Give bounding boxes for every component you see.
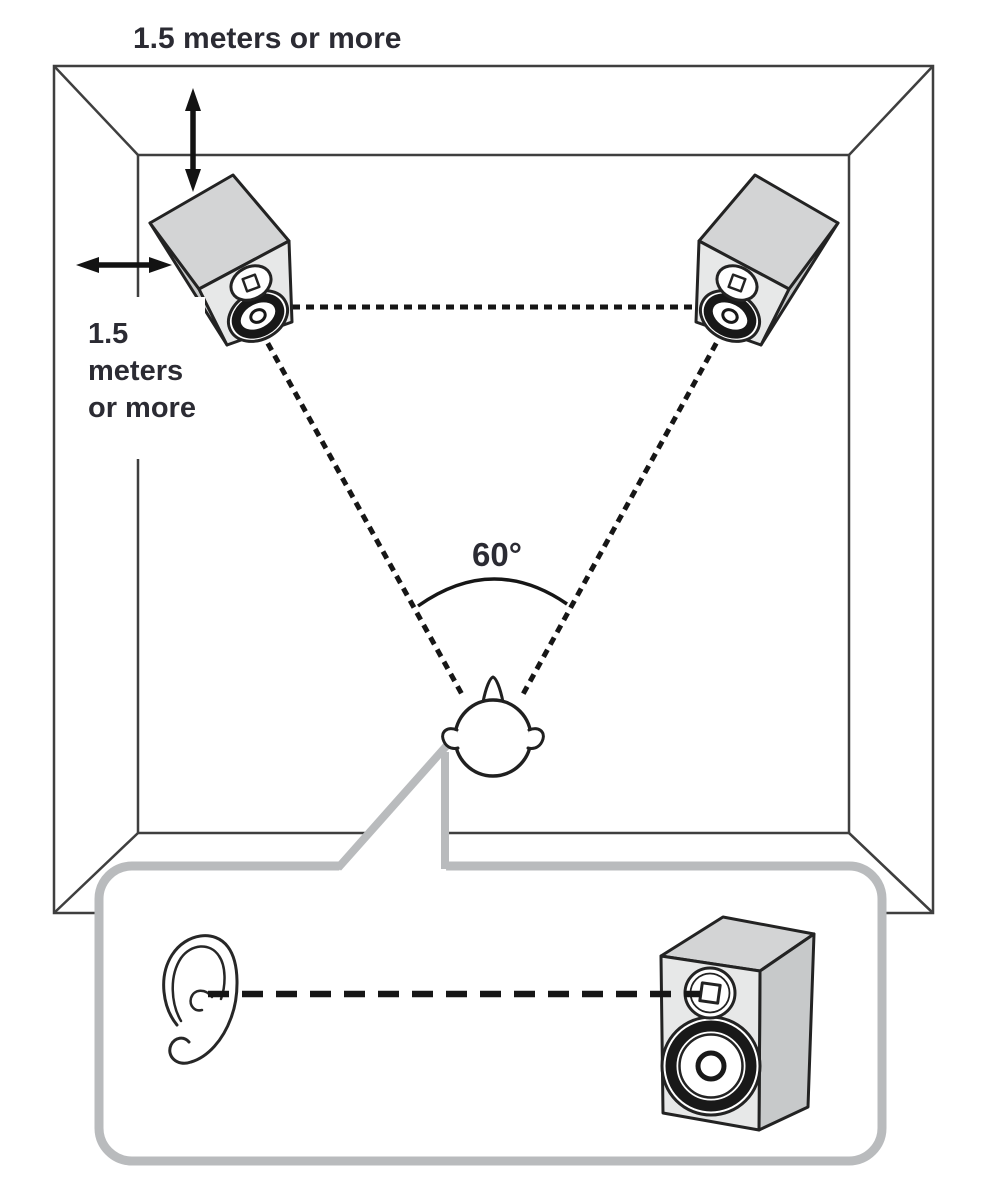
arrow-up-head [185,88,201,111]
left-listening-axis [261,331,464,698]
listener-head [443,677,544,776]
left-distance-line-2: meters [88,355,184,387]
head-circle [455,700,531,776]
arrow-down-head [185,169,201,192]
room-outline [54,66,933,913]
room-corner-top-right [849,66,933,155]
arrow-left-head [76,257,99,273]
left-distance-line-1: 1.5 [88,318,129,350]
horizontal-distance-arrow [76,257,172,273]
left-ear [443,729,458,749]
angle-label: 60° [472,536,522,573]
right-listening-axis [522,331,723,696]
room-outer-wall [54,66,933,913]
angle-arc [418,579,567,606]
callout-pointer [337,742,449,873]
arrow-right-head [149,257,172,273]
listening-triangle [261,307,723,698]
right-speaker-icon [692,175,838,351]
left-distance-line-3: or more [88,392,196,424]
right-ear [528,729,543,749]
callout-speaker-icon [661,917,814,1130]
room-corner-top-left [54,66,138,155]
vertical-distance-arrow [185,88,201,192]
top-distance-label: 1.5 meters or more [133,22,402,55]
